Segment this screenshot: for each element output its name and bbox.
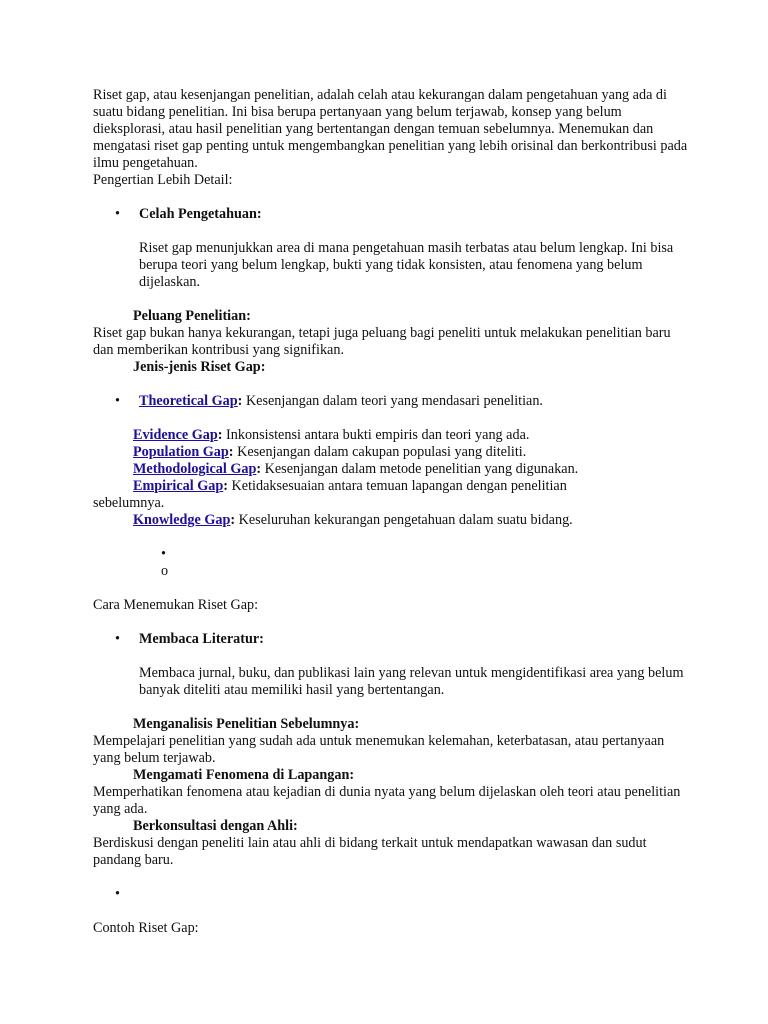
section-title-pengertian: Pengertian Lebih Detail: xyxy=(93,172,233,188)
berkonsultasi-body: Berdiskusi dengan peneliti lain atau ahli di bidang terkait untuk mendapatkan wawasan dan sudut pandang baru. xyxy=(93,835,647,868)
evidence-gap-item xyxy=(93,427,693,444)
population-gap-item xyxy=(93,444,693,461)
membaca-title: Membaca Literatur: xyxy=(139,631,264,647)
empirical-gap-link[interactable]: Empirical Gap xyxy=(133,478,224,494)
jenis-title: Jenis-jenis Riset Gap: xyxy=(133,359,266,375)
colon: : xyxy=(228,444,234,460)
methodological-gap-link[interactable]: Methodological Gap xyxy=(133,461,257,477)
empirical-gap-continuation: sebelumnya. xyxy=(93,495,165,511)
list-item-membaca xyxy=(93,631,693,648)
population-gap-desc: Kesenjangan dalam cakupan populasi yang diteliti. xyxy=(233,444,527,460)
section-title-contoh: Contoh Riset Gap: xyxy=(93,920,199,936)
theoretical-gap-desc: Kesenjangan dalam teori yang mendasari penelitian. xyxy=(242,393,543,409)
theoretical-gap-link[interactable]: Theoretical Gap xyxy=(139,393,238,409)
document-page xyxy=(93,87,693,937)
menganalisis-title: Menganalisis Penelitian Sebelumnya: xyxy=(133,716,360,732)
population-gap-link[interactable]: Population Gap xyxy=(133,444,229,460)
menganalisis-body: Mempelajari penelitian yang sudah ada untuk menemukan kelemahan, keterbatasan, atau pertanyaan yang belum terjawab. xyxy=(93,733,665,766)
methodological-gap-item xyxy=(93,461,693,478)
celah-title: Celah Pengetahuan: xyxy=(139,206,262,222)
knowledge-gap-item xyxy=(93,512,693,529)
mengamati-body: Memperhatikan fenomena atau kejadian di dunia nyata yang belum dijelaskan oleh teori atau penelitian yang ada. xyxy=(93,784,681,817)
section-title-cara: Cara Menemukan Riset Gap: xyxy=(93,597,259,613)
knowledge-gap-desc: Keseluruhan kekurangan pengetahuan dalam suatu bidang. xyxy=(235,512,573,528)
list-item-theoretical-gap xyxy=(93,393,693,410)
intro-paragraph: Riset gap, atau kesenjangan penelitian, adalah celah atau kekurangan dalam pengetahuan yang ada di suatu bidang penelitian. Ini bisa berupa pertanyaan yang belum terjawab, konsep yang belum dieksplorasi, atau hasil penelitian yang bertentangan dengan temuan sebelumnya. Menemukan dan mengatasi riset gap penting untuk mengembangkan penelitian yang lebih orisinal dan berkontribusi pada ilmu pengetahuan. xyxy=(93,87,688,171)
bullet-icon: • xyxy=(115,206,120,222)
evidence-gap-desc: Inkonsistensi antara bukti empiris dan teori yang ada. xyxy=(222,427,530,443)
colon: : xyxy=(230,512,236,528)
peluang-title: Peluang Penelitian: xyxy=(133,308,251,324)
bullet-icon: • xyxy=(115,393,120,409)
evidence-gap-link[interactable]: Evidence Gap xyxy=(133,427,218,443)
empirical-gap-item xyxy=(93,478,693,495)
bullet-icon: • xyxy=(115,631,120,647)
empty-bullet-1: • xyxy=(161,546,166,562)
empty-bullet-2: o xyxy=(161,563,169,579)
colon: : xyxy=(217,427,223,443)
mengamati-title: Mengamati Fenomena di Lapangan: xyxy=(133,767,355,783)
colon: : xyxy=(237,393,243,409)
methodological-gap-desc: Kesenjangan dalam metode penelitian yang digunakan. xyxy=(261,461,579,477)
empirical-gap-desc: Ketidaksesuaian antara temuan lapangan dengan penelitian xyxy=(228,478,567,494)
colon: : xyxy=(256,461,262,477)
knowledge-gap-link[interactable]: Knowledge Gap xyxy=(133,512,231,528)
empty-bullet-3: • xyxy=(115,886,120,902)
berkonsultasi-title: Berkonsultasi dengan Ahli: xyxy=(133,818,298,834)
celah-body: Riset gap menunjukkan area di mana pengetahuan masih terbatas atau belum lengkap. Ini bisa berupa teori yang belum lengkap, bukti yang tidak konsisten, atau fenomena yang belum dijelaskan. xyxy=(139,240,674,290)
colon: : xyxy=(223,478,228,494)
membaca-body: Membaca jurnal, buku, dan publikasi lain yang relevan untuk mengidentifikasi area yang belum banyak diteliti atau memiliki hasil yang bertentangan. xyxy=(139,665,684,698)
list-item-celah xyxy=(93,206,693,223)
peluang-body: Riset gap bukan hanya kekurangan, tetapi juga peluang bagi peneliti untuk melakukan penelitian baru dan memberikan kontribusi yang signifikan. xyxy=(93,325,671,358)
